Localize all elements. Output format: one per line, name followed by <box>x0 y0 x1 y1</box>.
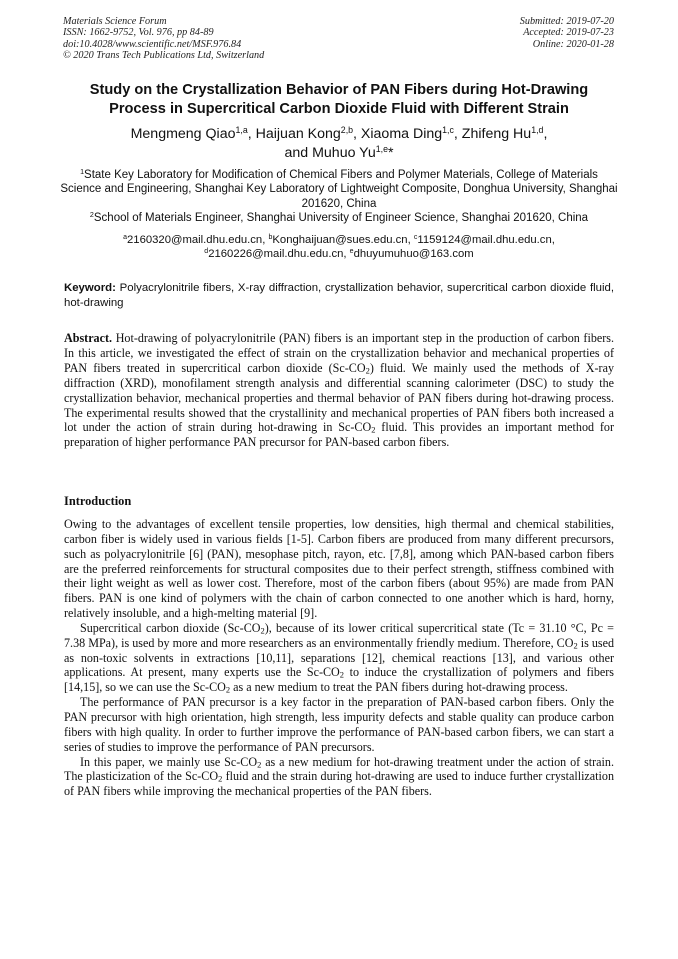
email-link[interactable]: 1159124@mail.dhu.edu.cn, <box>417 234 555 246</box>
email-link[interactable]: Konghaijuan@sues.edu.cn, <box>272 234 414 246</box>
introduction-heading: Introduction <box>64 494 132 508</box>
author-name: Zhifeng Hu <box>461 126 532 142</box>
introduction-body <box>64 517 614 799</box>
email-marker: e <box>349 248 354 256</box>
author-name: and Muhuo Yu <box>284 145 376 161</box>
author-affiliation-marker: 1,c <box>442 125 454 136</box>
paragraph-text: is used as non-toxic solvents in extractions [10,11], separations [12], chemical reactions [13], and various other applications. At present, many experts use the Sc-CO <box>64 635 614 680</box>
journal-copyright: © 2020 Trans Tech Publications Ltd, Switzerland <box>63 49 265 61</box>
paragraph: The performance of PAN precursor is a key factor in the preparation of PAN-based carbon fibers. Only the PAN precursor with high orientation, high strength, less impurity defects and stable quality can produce carbon fibers with high quality. In order to further improve the performance of PAN-based carbon fibers, we can start a series of studies to improve the performance of PAN precursors. <box>64 695 614 754</box>
author-name: Xiaoma Ding <box>360 126 443 142</box>
author-affiliation-marker: 1,e <box>375 144 388 155</box>
paragraph-text: In this paper, we mainly use Sc-CO <box>80 754 258 769</box>
abstract-block <box>64 331 614 450</box>
paragraph-text: fluid and the strain during hot-drawing are used to induce further crystallization of PAN fibers while improving the mechanical properties of the PAN fibers. <box>64 769 614 799</box>
subscript: 2 <box>365 365 370 376</box>
affiliation-text: School of Materials Engineer, Shanghai University of Engineer Science, Shanghai 201620, China <box>93 212 589 224</box>
journal-name: Materials Science Forum <box>63 16 167 27</box>
keywords-text: Polyacrylonitrile fibers, X-ray diffraction, crystallization behavior, supercritical carbon dioxide fluid, hot-drawing <box>64 282 614 309</box>
author-name: Haijuan Kong <box>255 126 341 142</box>
author-separator: , <box>353 126 361 142</box>
paragraph-text: as a new medium for hot-drawing treatment under the action of strain. The plasticization of the Sc-CO <box>64 754 614 784</box>
subscript: 2 <box>573 640 578 651</box>
journal-doi[interactable]: doi:10.4028/www.scientific.net/MSF.976.84 <box>63 38 242 50</box>
email-marker: c <box>413 234 418 242</box>
paper-title <box>40 81 638 118</box>
author-list <box>40 125 638 163</box>
email-marker: d <box>204 248 209 256</box>
submitted-date: Submitted: 2019-07-20 <box>519 16 614 27</box>
subscript: 2 <box>225 684 231 695</box>
paragraph-text: Supercritical carbon dioxide (Sc-CO <box>80 620 261 635</box>
email-marker: b <box>268 234 273 242</box>
email-link[interactable]: 2160226@mail.dhu.edu.cn, <box>208 248 350 261</box>
subscript: 2 <box>339 670 345 681</box>
online-date: Online: 2020-01-28 <box>532 38 614 50</box>
abstract-text: Hot-drawing of polyacrylonitrile (PAN) fibers is an important step in the production of carbon fibers. In this article, we investigated the effect of strain on the crystallization behavior and mechanical properties of PAN fibers treated in supercritical carbon dioxide (Sc-CO <box>64 331 614 375</box>
keywords-label: Keyword: <box>64 282 116 294</box>
author-affiliation-marker: 2,b <box>340 125 354 136</box>
affiliation-marker: 2 <box>89 211 94 220</box>
subscript: 2 <box>257 759 262 770</box>
subscript: 2 <box>371 425 376 436</box>
abstract-text: ) fluid. We mainly used the methods of X-ray diffraction (XRD), monofilament strength analysis and differential scanning calorimeter (DSC) to study the crystallization behavior, mechanical properties and thermal behavior of PAN fibers during hot-drawing process. The experimental results showed that the crystallinity and mechanical properties of PAN fibers both increased a lot under the action of strain during hot-drawing in Sc-CO <box>64 360 614 435</box>
journal-issn: ISSN: 1662-9752, Vol. 976, pp 84-89 <box>63 27 214 39</box>
paragraph-text: ), because of its lower critical supercritical state (Tc = 31.10 °C, Pc = 7.38 MPa), is used by more and more researchers as an environmentally friendly medium. Therefore, CO <box>64 620 614 650</box>
affiliation-marker: 1 <box>80 168 85 177</box>
abstract-label: Abstract. <box>64 331 113 345</box>
dates-header <box>520 16 614 50</box>
keywords-block <box>64 281 614 310</box>
subscript: 2 <box>218 774 223 785</box>
title-line-2: Process in Supercritical Carbon Dioxide Fluid with Different Strain <box>109 100 569 117</box>
author-separator: , <box>247 126 256 142</box>
affiliation-2 <box>60 211 618 225</box>
abstract-text: fluid. This provides an important method for preparation of higher performance PAN precursor for PAN-based carbon fibers. <box>64 420 614 450</box>
email-marker: a <box>123 234 127 242</box>
title-line-1: Study on the Crystallization Behavior of PAN Fibers during Hot-Drawing <box>89 82 589 98</box>
accepted-date: Accepted: 2019-07-23 <box>523 27 614 39</box>
author-name: Mengmeng Qiao <box>130 126 236 142</box>
author-separator: , <box>453 126 462 142</box>
paragraph-text: as a new medium to treat the PAN fibers during hot-drawing process. <box>230 680 568 695</box>
email-link[interactable]: dhuyumuhuo@163.com <box>353 248 474 261</box>
paragraph <box>64 755 614 800</box>
subscript: 2 <box>260 625 265 636</box>
author-affiliation-marker: 1,a <box>235 125 248 136</box>
journal-header <box>63 16 264 61</box>
email-link[interactable]: 2160320@mail.dhu.edu.cn, <box>127 234 269 246</box>
author-separator: * <box>387 145 394 161</box>
affiliation-text: State Key Laboratory for Modification of Chemical Fibers and Polymer Materials, College of Materials Science and Engineering, Shanghai Key Laboratory of Lightweight Composite, Donghua University, Shanghai 201620, China <box>60 169 618 210</box>
author-affiliation-marker: 1,d <box>531 125 544 136</box>
author-separator: , <box>543 126 548 142</box>
author-emails <box>60 233 618 262</box>
affiliation-1 <box>60 168 618 211</box>
paragraph: Owing to the advantages of excellent tensile properties, low densities, high thermal and chemical stabilities, carbon fiber is widely used in various fields [1-5]. Carbon fibers are produced from many different precursors, such as polyacrylonitrile [6] (PAN), mesophase pitch, rayon, etc. [7,8], among which PAN-based carbon fibers are the preferred reinforcements for structural composites due to their perfect strength, stiffness combined with their light weight as well as lower cost. Therefore, most of the carbon fibers (about 95%) are made from PAN fibers. PAN is one kind of polymers with the chain of carbon connected to one another which is hard, horny, relatively insoluble, and a high-melting material [9]. <box>64 517 614 621</box>
paragraph <box>64 621 614 695</box>
paragraph-text: to induce the crystallization of polymers and fibers [14,15], so we can use the Sc-CO <box>64 665 614 695</box>
